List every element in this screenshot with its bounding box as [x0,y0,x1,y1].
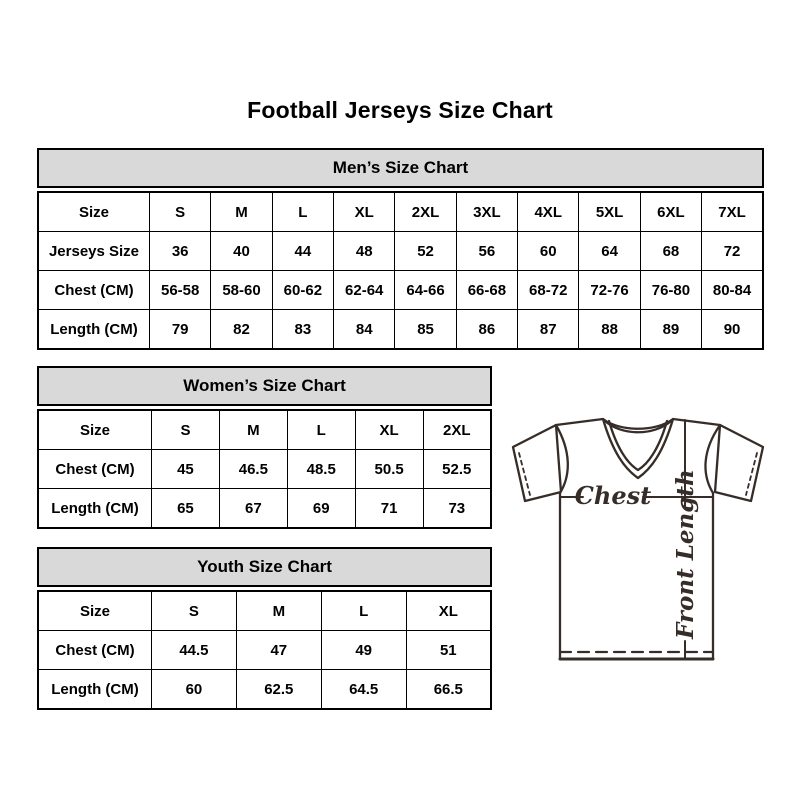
value-cell: 62.5 [236,670,321,710]
value-cell: 52.5 [423,450,491,489]
jersey-measurement-diagram [503,401,773,671]
value-cell: 48 [334,232,395,271]
womens-size-chart-header: Women’s Size Chart [37,366,492,406]
value-cell: 64.5 [321,670,406,710]
value-cell: M [236,591,321,631]
mens-size-table [37,191,764,350]
value-cell: 67 [219,489,287,529]
value-cell: 58-60 [211,271,272,310]
page-title: Football Jerseys Size Chart [247,97,553,123]
value-cell: 90 [702,310,763,350]
value-cell: 79 [150,310,211,350]
row-label-cell: Size [38,192,150,232]
left-sleeve-outline [513,425,561,501]
value-cell: 62-64 [334,271,395,310]
table-row [38,450,491,489]
value-cell: 2XL [423,410,491,450]
value-cell: 50.5 [355,450,423,489]
value-cell: 6XL [640,192,701,232]
row-label-cell: Length (CM) [38,489,152,529]
table-row [38,591,491,631]
value-cell: 3XL [456,192,517,232]
mens-size-chart-header: Men’s Size Chart [37,148,764,188]
row-label-cell: Size [38,591,152,631]
value-cell: XL [334,192,395,232]
value-cell: L [287,410,355,450]
value-cell: 60-62 [272,271,333,310]
youth-size-chart-section [37,547,492,710]
value-cell: 64 [579,232,640,271]
youth-size-chart-header: Youth Size Chart [37,547,492,587]
value-cell: 64-66 [395,271,456,310]
womens-size-chart-section [37,366,492,529]
chest-label: Chest [574,481,652,510]
value-cell: 2XL [395,192,456,232]
value-cell: 88 [579,310,640,350]
value-cell: 52 [395,232,456,271]
value-cell: M [211,192,272,232]
value-cell: 46.5 [219,450,287,489]
row-label-cell: Length (CM) [38,310,150,350]
value-cell: 44 [272,232,333,271]
value-cell: 66-68 [456,271,517,310]
value-cell: 85 [395,310,456,350]
value-cell: 44.5 [152,631,237,670]
value-cell: 89 [640,310,701,350]
value-cell: 56-58 [150,271,211,310]
value-cell: 76-80 [640,271,701,310]
value-cell: 73 [423,489,491,529]
youth-size-table [37,590,492,710]
value-cell: 36 [150,232,211,271]
table-row [38,489,491,529]
value-cell: M [219,410,287,450]
table-row [38,410,491,450]
value-cell: S [152,591,237,631]
front-length-label: Front Length [672,469,699,639]
value-cell: 82 [211,310,272,350]
value-cell: 48.5 [287,450,355,489]
value-cell: XL [406,591,491,631]
jersey-outline-drawing [503,401,773,671]
row-label-cell: Jerseys Size [38,232,150,271]
value-cell: 56 [456,232,517,271]
right-sleeve-outline [715,425,763,501]
value-cell: S [150,192,211,232]
value-cell: 80-84 [702,271,763,310]
value-cell: 84 [334,310,395,350]
value-cell: 72-76 [579,271,640,310]
value-cell: 86 [456,310,517,350]
value-cell: 68-72 [518,271,579,310]
value-cell: L [321,591,406,631]
womens-size-table [37,409,492,529]
value-cell: S [152,410,220,450]
value-cell: 45 [152,450,220,489]
value-cell: XL [355,410,423,450]
value-cell: 65 [152,489,220,529]
value-cell: 5XL [579,192,640,232]
value-cell: 60 [518,232,579,271]
mens-size-chart-section [37,148,764,350]
value-cell: 83 [272,310,333,350]
value-cell: 71 [355,489,423,529]
table-row [38,631,491,670]
row-label-cell: Chest (CM) [38,450,152,489]
table-row [38,232,763,271]
value-cell: 66.5 [406,670,491,710]
row-label-cell: Chest (CM) [38,271,150,310]
value-cell: L [272,192,333,232]
table-row [38,192,763,232]
value-cell: 7XL [702,192,763,232]
value-cell: 49 [321,631,406,670]
value-cell: 51 [406,631,491,670]
value-cell: 68 [640,232,701,271]
value-cell: 40 [211,232,272,271]
row-label-cell: Length (CM) [38,670,152,710]
value-cell: 47 [236,631,321,670]
value-cell: 4XL [518,192,579,232]
table-row [38,310,763,350]
table-row [38,670,491,710]
value-cell: 60 [152,670,237,710]
value-cell: 69 [287,489,355,529]
value-cell: 87 [518,310,579,350]
row-label-cell: Size [38,410,152,450]
table-row [38,271,763,310]
row-label-cell: Chest (CM) [38,631,152,670]
value-cell: 72 [702,232,763,271]
